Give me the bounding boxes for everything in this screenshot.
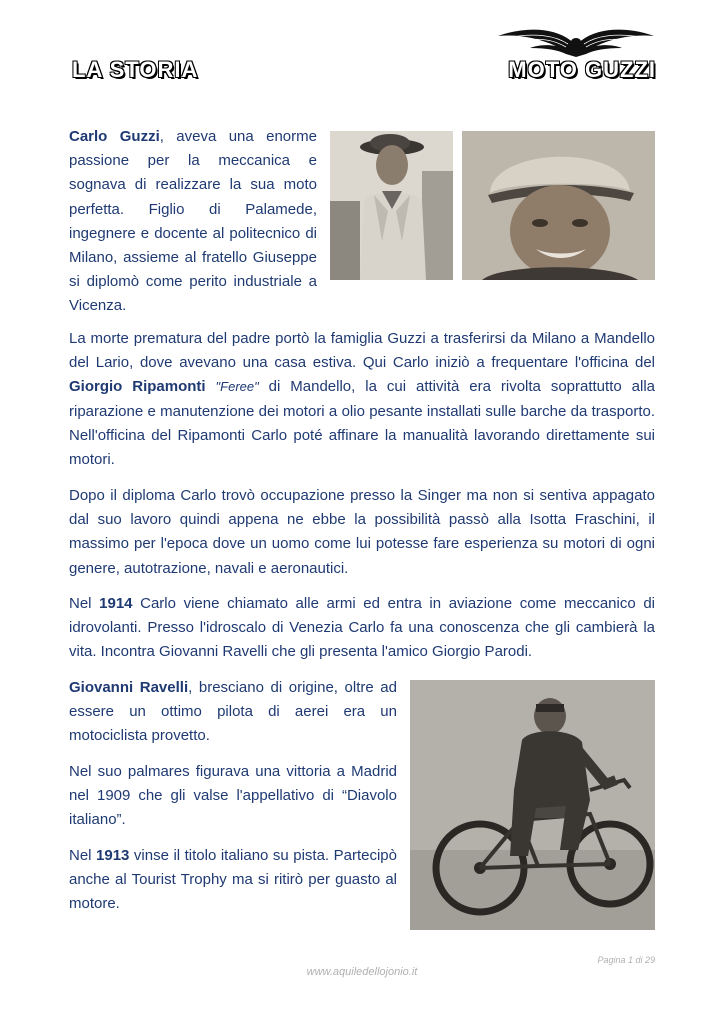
paragraph-text: , bresciano di origine, oltre ad essere un ottimo pilota di aerei era un motociclista provetto. — [69, 679, 397, 745]
name-giorgio-ripamonti: Giorgio Ripamonti — [69, 378, 206, 396]
paragraph-1913 — [69, 844, 397, 917]
paragraph-giovanni-ravelli — [69, 676, 397, 749]
year-1913: 1913 — [96, 847, 130, 864]
name-carlo-guzzi: Carlo Guzzi — [69, 128, 160, 145]
section-title: LA STORIA — [72, 57, 199, 82]
paragraph-palmares: Nel suo palmares figurava una vittoria a Madrid nel 1909 che gli valse l'appellativo di “Diavolo italiano”. — [69, 763, 397, 829]
paragraph-carlo-guzzi — [69, 125, 317, 319]
brand-title: MOTO GUZZI — [508, 57, 656, 82]
name-giovanni-ravelli: Giovanni Ravelli — [69, 679, 189, 696]
paragraph-text: La morte prematura del padre portò la famiglia Guzzi a trasferirsi da Milano a Mandello del Lario, dove avevano una casa estiva. Qui Carlo iniziò a frequentare l'officina del — [69, 330, 655, 372]
paragraph-mandello — [69, 327, 655, 472]
paragraph-text: , aveva una enorme passione per la meccanica e sognava di realizzare la sua moto perfetta. Figlio di Palamede, ingegnere e docente al politecnico di Milano, assieme al fratello Giuseppe si diplomò come perito industriale a Vicenza. — [69, 128, 317, 315]
paragraph-text: Nel — [69, 847, 97, 864]
page-number: Pagina 1 di 29 — [597, 955, 655, 965]
photo-ravelli-motorcycle — [410, 680, 655, 930]
paragraph-text: di Mandello, la cui attività era rivolta soprattutto alla riparazione e manutenzione dei motori a olio pesante installati sulle barche da trasporto. Nell'officina del Ripamonti Carlo poté affinare la manualità lavorando direttamente sui motori. — [69, 378, 655, 469]
photo-carlo-guzzi-standing — [330, 131, 453, 280]
paragraph-text: vinse il titolo italiano su pista. Partecipò anche al Tourist Trophy ma si ritirò per guasto al motore. — [69, 847, 397, 913]
paragraph-1914 — [69, 592, 655, 665]
paragraph-singer-isotta: Dopo il diploma Carlo trovò occupazione presso la Singer ma non si sentiva appagato dal suo lavoro quindi appena ne ebbe la possibilità passò alla Isotta Fraschini, il massimo per l'epoca dove un uomo come lui potesse fare esperienza su motori di ogni genere, autotrazione, navali e aeronautici. — [69, 487, 655, 577]
nickname-feree: "Feree" — [215, 379, 259, 395]
photo-carlo-guzzi-portrait — [462, 131, 655, 280]
footer-website: www.aquiledellojonio.it — [306, 966, 418, 978]
year-1914: 1914 — [99, 595, 133, 612]
paragraph-text: Carlo viene chiamato alle armi ed entra in aviazione come meccanico di idrovolanti. Presso l'idroscalo di Venezia Carlo fa una conoscenza che gli cambierà la vita. Incontra Giovanni Ravelli che gli presenta l'amico Giorgio Parodi. — [69, 595, 655, 661]
eagle-icon — [496, 22, 656, 58]
paragraph-text: Nel — [69, 595, 100, 612]
